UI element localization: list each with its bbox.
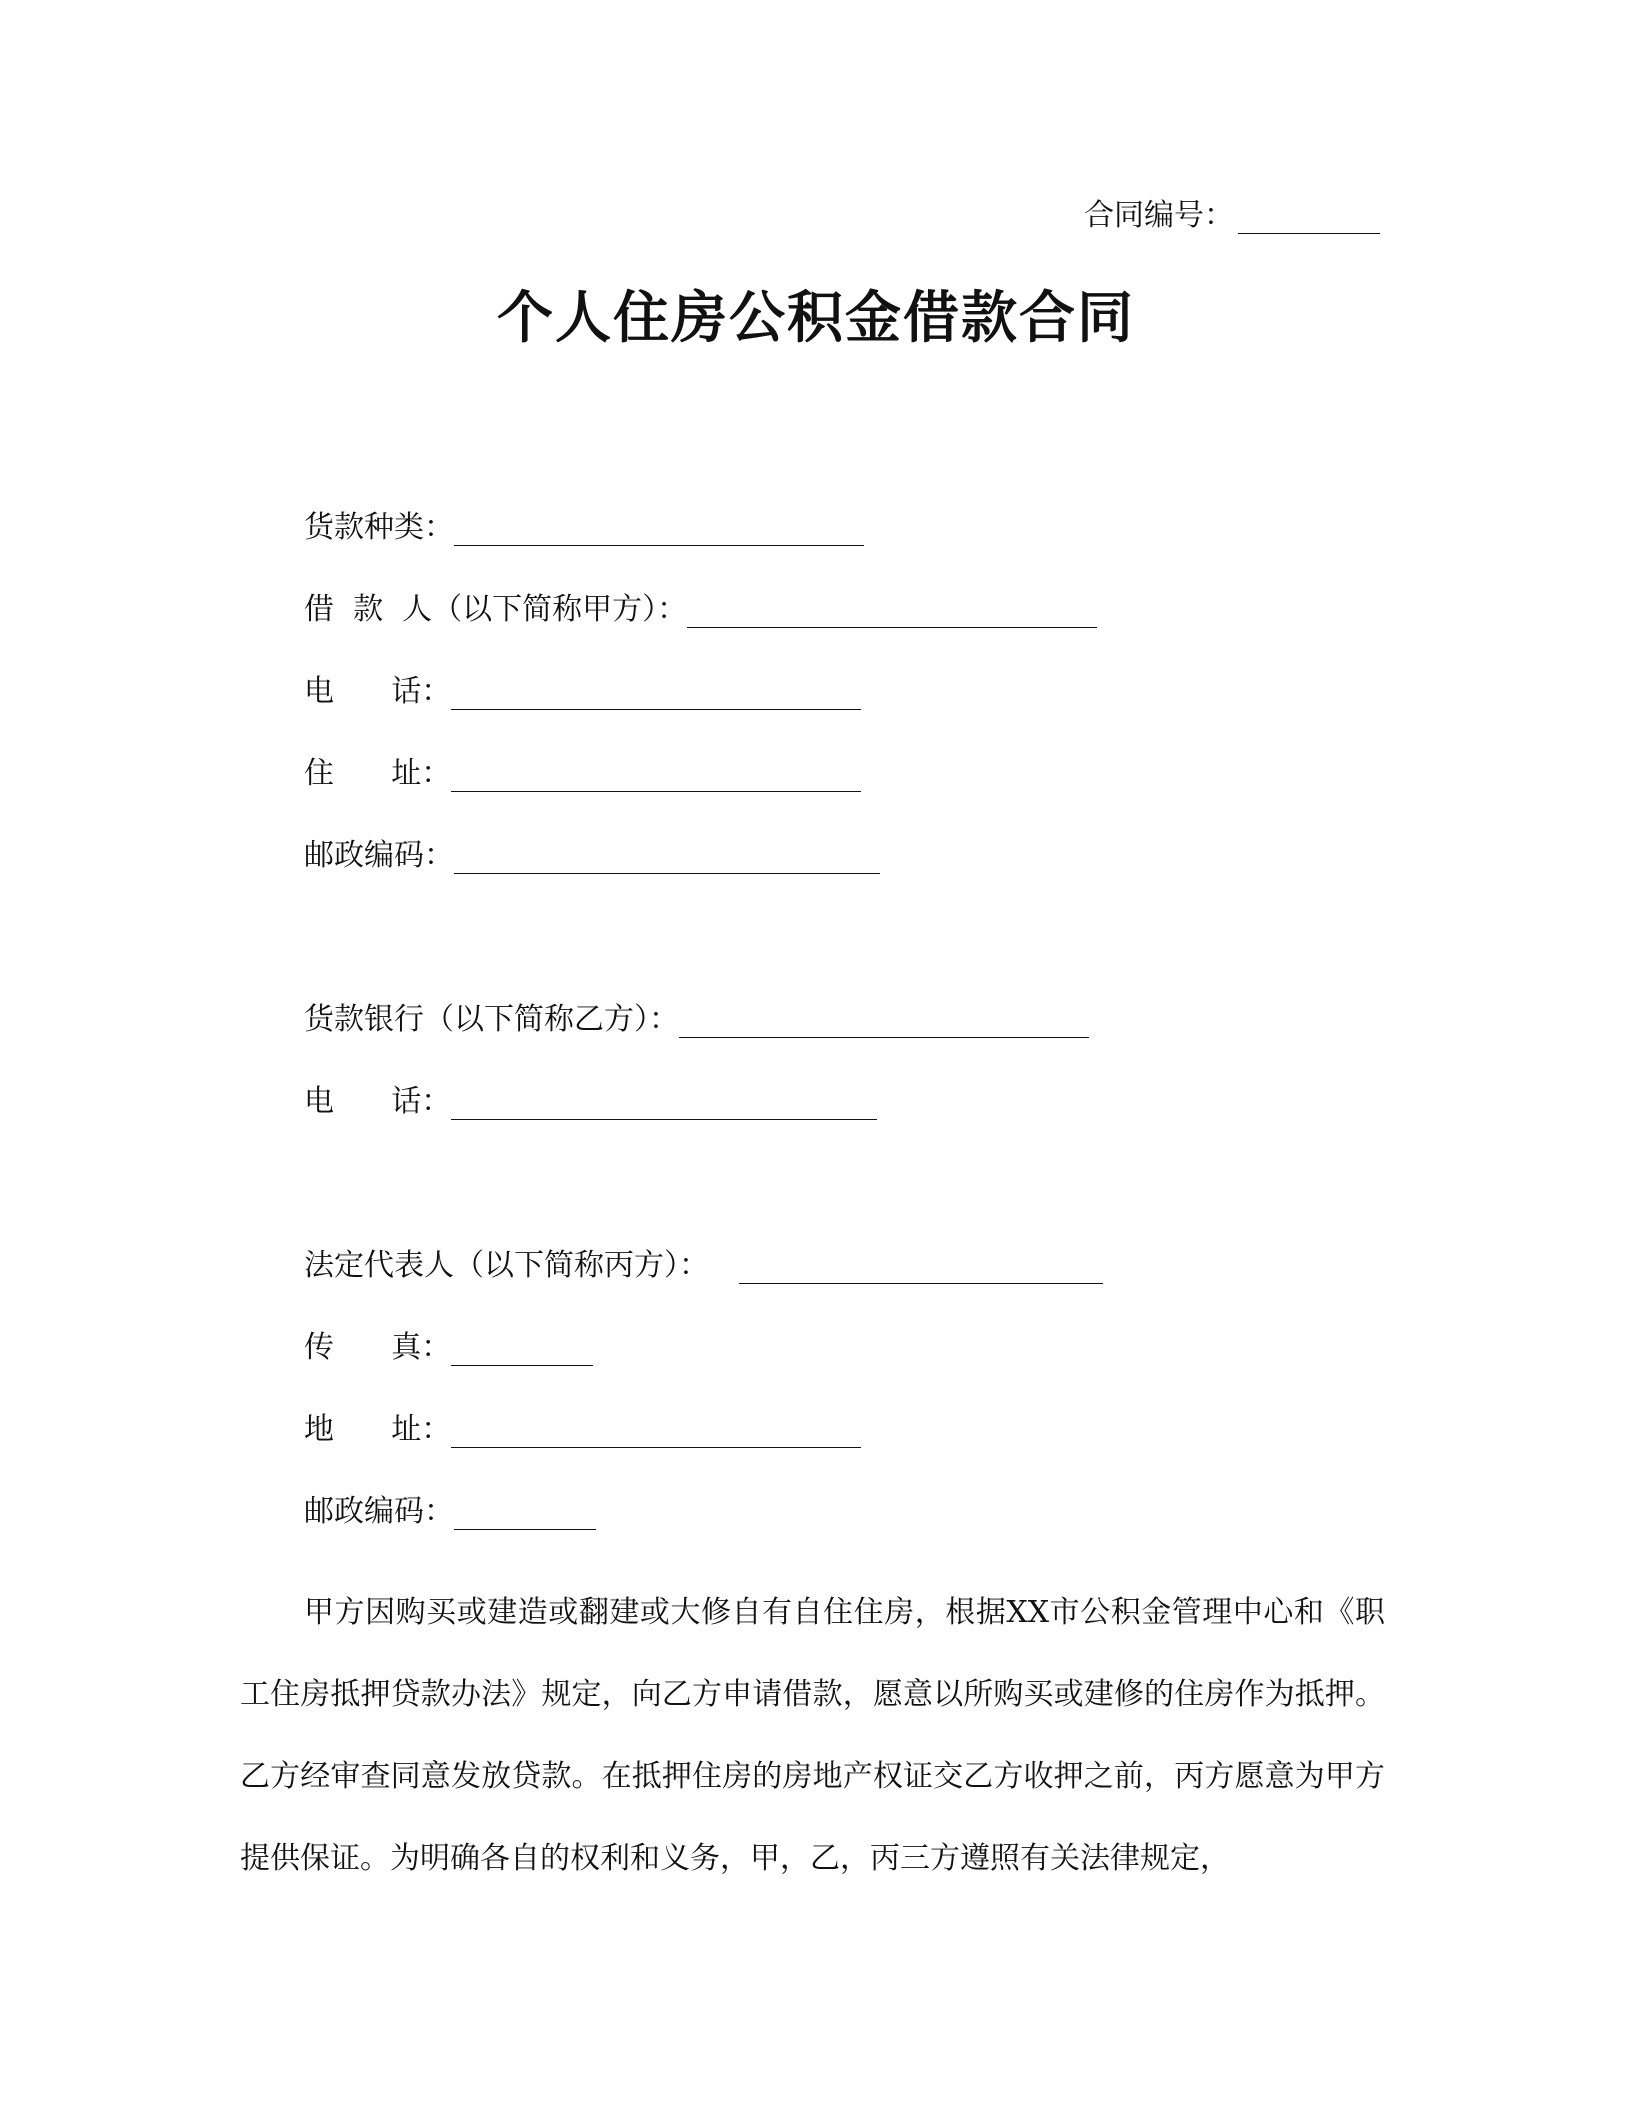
document-title: 个人住房公积金借款合同 (497, 286, 1135, 351)
body-paragraph: 甲方因购买或建造或翻建或大修自有自住住房，根据XX市公积金管理中心和《职工住房抵押贷款办法》规定，向乙方申请借款，愿意以所购买或建修的住房作为抵押。乙方经审查同意发放贷款。在抵押住房的房地产权证交乙方收押之前，丙方愿意为甲方提供保证。为明确各自的权利和义务，甲，乙，丙三方遵照有关法律规定， (240, 1595, 1385, 1876)
guarantor-address-row (304, 1408, 861, 1448)
lender-phone-field[interactable] (451, 1085, 877, 1120)
loan-type-row (304, 506, 864, 546)
borrower-label: 借 款 人（以下简称甲方）： (304, 592, 688, 627)
guarantor-rep-label: 法定代表人（以下简称丙方）： (304, 1248, 709, 1283)
lender-bank-row (304, 998, 1089, 1038)
guarantor-fax-label: 传 真： (304, 1330, 452, 1365)
contract-number (1084, 190, 1380, 234)
lender-bank-field[interactable] (679, 1003, 1089, 1038)
borrower-postal-field[interactable] (454, 839, 880, 874)
loan-type-label: 货款种类： (304, 510, 454, 545)
guarantor-fax-field[interactable] (451, 1331, 593, 1366)
guarantor-rep-field[interactable] (739, 1249, 1103, 1284)
borrower-postal-row (304, 834, 880, 874)
guarantor-fax-row (304, 1326, 593, 1366)
borrower-phone-field[interactable] (451, 675, 861, 710)
borrower-phone-label: 电 话： (304, 674, 452, 709)
borrower-postal-label: 邮政编码： (304, 838, 454, 873)
lender-phone-label: 电 话： (304, 1084, 452, 1119)
loan-type-field[interactable] (454, 511, 864, 546)
borrower-phone-row (304, 670, 861, 710)
guarantor-postal-label: 邮政编码： (304, 1494, 454, 1529)
guarantor-address-label: 地 址： (304, 1412, 452, 1447)
guarantor-postal-row (304, 1490, 596, 1530)
borrower-address-label: 住 址： (304, 756, 452, 791)
lender-bank-label: 货款银行（以下简称乙方）： (304, 1002, 679, 1037)
contract-number-label: 合同编号： (1084, 198, 1234, 233)
borrower-field[interactable] (687, 593, 1097, 628)
lender-phone-row (304, 1080, 877, 1120)
guarantor-address-field[interactable] (451, 1413, 861, 1448)
guarantor-postal-field[interactable] (454, 1495, 596, 1530)
contract-number-field[interactable] (1238, 203, 1380, 234)
borrower-row (304, 588, 1097, 628)
borrower-address-field[interactable] (451, 757, 861, 792)
guarantor-rep-row (304, 1244, 1103, 1284)
borrower-address-row (304, 752, 861, 792)
